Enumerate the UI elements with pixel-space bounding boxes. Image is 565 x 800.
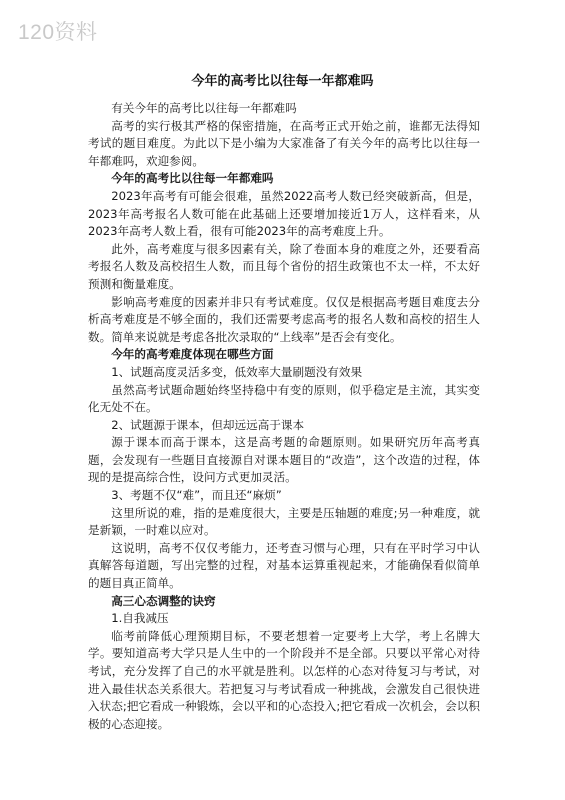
paragraph: 此外，高考难度与很多因素有关，除了卷面本身的难度之外，还要看高考报名人数及高校招生人数，而且每个省份的招生政策也不太一样，不太好预测和衡量难度。 bbox=[88, 241, 480, 291]
paragraph: 影响高考难度的因素并非只有考试难度。仅仅是根据高考题目难度去分析高考难度是不够全面的，我们还需要考虑高考的报名人数和高校的招生人数。简单来说就是考虑各批次录取的“上线率”是否会有变化。 bbox=[88, 294, 480, 344]
section-heading: 高三心态调整的诀窍 bbox=[111, 593, 216, 608]
list-item-heading: 1.自我减压 bbox=[111, 611, 169, 626]
list-item-heading: 2、试题源于课本，但却远远高于课本 bbox=[111, 417, 305, 432]
paragraph: 有关今年的高考比以往每一年都难吗 bbox=[111, 101, 297, 115]
paragraph: 源于课本而高于课本，这是高考题的命题原则。如果研究历年高考真题，会发现有一些题目直接源自对课本题目的“改造”，这个改造的过程，体现的是提高综合性，设问方式更加灵活。 bbox=[88, 435, 480, 485]
list-item-heading: 1、试题高度灵活多变，低效率大量刷题没有效果 bbox=[111, 364, 363, 379]
paragraph: 这里所说的难，指的是难度很大，主要是压轴题的难度;另一种难度，就是新颖，一时难以应对。 bbox=[88, 505, 480, 538]
list-item-heading: 3、考题不仅“难”，而且还“麻烦” bbox=[111, 488, 282, 503]
paragraph: 这说明，高考不仅仅考能力，还考查习惯与心理，只有在平时学习中认真解答每道题，写出完整的过程，对基本运算重视起来，才能确保看似简单的题目真正简单。 bbox=[88, 540, 480, 591]
document-title: 今年的高考比以往每一年都难吗 bbox=[191, 74, 374, 89]
section-heading: 今年的高考难度体现在哪些方面 bbox=[111, 347, 274, 362]
watermark: 120资料 bbox=[18, 21, 98, 44]
document-body bbox=[88, 100, 480, 733]
paragraph: 临考前降低心理预期目标，不要老想着一定要考上大学，考上名牌大学。要知道高考大学只是人生中的一个阶段并不是全部。只要以平常心对待考试，充分发挥了自己的水平就是胜利。以怎样的心态对待复习与考试，对进入最佳状态关系很大。若把复习与考试看成一种挑战，会激发自己很快进入状态;把它看成一种锻炼，会以平和的心态投入;把它看成一次机会，会以积极的心态迎接。 bbox=[88, 628, 480, 731]
section-heading: 今年的高考比以往每一年都难吗 bbox=[111, 171, 274, 186]
paragraph: 虽然高考试题命题始终坚持稳中有变的原则，似乎稳定是主流，其实变化无处不在。 bbox=[88, 382, 480, 415]
paragraph: 高考的实行极其严格的保密措施，在高考正式开始之前，谁都无法得知考试的题目难度。为此以下是小编为大家准备了有关今年的高考比以往每一年都难吗，欢迎参阅。 bbox=[88, 118, 480, 168]
paragraph: 2023年高考有可能会很难，虽然2022高考人数已经突破新高，但是，2023年高考报名人数可能在此基础上还要增加接近1万人，这样看来，从2023年高考人数上看，很有可能2023年的高考难度上升。 bbox=[88, 188, 480, 239]
